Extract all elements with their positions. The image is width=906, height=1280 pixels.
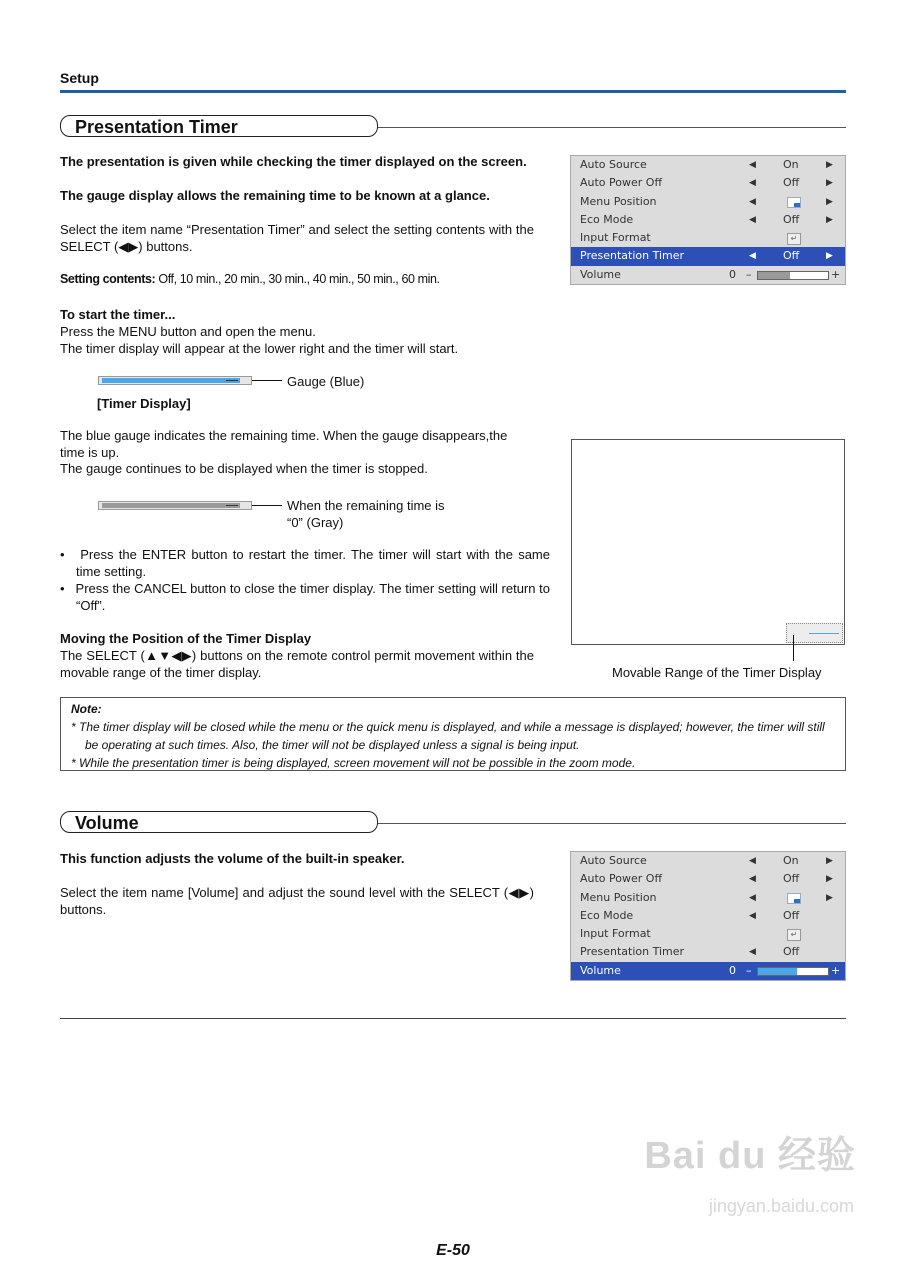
osd-menu-presentation-timer (570, 155, 846, 285)
blue-gauge-text-1: The blue gauge indicates the remaining time. When the gauge disappears,the time is up. (60, 428, 508, 460)
menu-position-icon (787, 197, 801, 208)
right-arrow-icon: ▶ (826, 874, 833, 885)
gauge-blue-fill (102, 378, 240, 383)
callout-line (793, 635, 794, 661)
start-timer-line-1: Press the MENU button and open the menu. (60, 324, 316, 339)
move-heading: Moving the Position of the Timer Display (60, 631, 312, 646)
menu-value: Off (783, 249, 800, 263)
menu-label: Input Format (580, 231, 651, 245)
volume-select-instructions: Select the item name [Volume] and adjust the sound level with the SELECT (◀▶) buttons. (60, 885, 534, 917)
movable-range-caption: Movable Range of the Timer Display (612, 665, 822, 680)
menu-row-auto-source (571, 852, 845, 870)
select-instructions: Select the item name “Presentation Timer” and select the setting contents with the SELECT (◀▶) buttons. (60, 222, 534, 254)
menu-label: Input Format (580, 927, 651, 941)
left-arrow-icon: ◀ (749, 856, 756, 866)
section-title-presentation-timer: Presentation Timer (60, 115, 378, 137)
right-arrow-icon: ▶ (826, 214, 833, 225)
menu-row-volume (571, 962, 845, 980)
move-text: The SELECT (▲▼◀▶) buttons on the remote control permit movement within the movable range of the timer display. (60, 648, 534, 680)
menu-label: Eco Mode (580, 908, 634, 922)
gauge-blue-label: Gauge (Blue) (287, 374, 365, 389)
section-rule (376, 127, 846, 128)
bullet-cancel: • Press the CANCEL button to close the timer display. The timer setting will return to “Off”. (60, 581, 550, 613)
menu-row-eco-mode (571, 211, 845, 229)
volume-bar-fill (758, 272, 790, 279)
right-arrow-icon: ▶ (826, 178, 833, 189)
gauge-gray-fill (102, 503, 240, 508)
left-arrow-icon: ◀ (749, 196, 756, 207)
menu-label: Auto Source (580, 854, 647, 867)
right-arrow-icon: ▶ (826, 196, 833, 207)
volume-intro: This function adjusts the volume of the built-in speaker. (60, 851, 405, 866)
menu-value: On (783, 854, 799, 867)
menu-value: Off (783, 872, 800, 886)
left-arrow-icon: ◀ (749, 160, 756, 170)
menu-label: Eco Mode (580, 212, 634, 226)
menu-label: Volume (580, 963, 621, 977)
menu-label: Menu Position (580, 194, 657, 208)
menu-row-menu-position (571, 889, 845, 907)
section-title-volume: Volume (60, 811, 378, 833)
menu-value: On (783, 158, 799, 171)
minus-icon: – (746, 267, 752, 281)
menu-row-volume (571, 266, 845, 284)
timer-gauge-blue (98, 376, 252, 385)
menu-value: Off (783, 176, 800, 190)
right-arrow-icon: ▶ (826, 251, 833, 262)
intro-line-2: The gauge display allows the remaining time to be known at a glance. (60, 188, 490, 203)
menu-label: Presentation Timer (580, 945, 685, 959)
note-heading: Note: (71, 702, 102, 716)
blue-gauge-text-2: The gauge continues to be displayed when the timer is stopped. (60, 461, 428, 476)
left-arrow-icon: ◀ (749, 892, 756, 903)
menu-row-eco-mode (571, 907, 845, 925)
menu-row-auto-power-off (571, 870, 845, 888)
page-number: E-50 (436, 1242, 470, 1259)
left-arrow-icon: ◀ (749, 251, 756, 262)
watermark-logo: Bai du 经验 (644, 1135, 856, 1177)
menu-label: Menu Position (580, 890, 657, 904)
volume-min-value: 0 (729, 963, 736, 977)
start-timer-heading: To start the timer... (60, 307, 176, 322)
enter-icon: ↵ (787, 233, 801, 245)
gauge-gray-label-2: “0” (Gray) (287, 515, 344, 530)
note-box (60, 697, 846, 771)
footer-rule (60, 1018, 846, 1019)
plus-icon: + (831, 267, 841, 281)
menu-row-presentation-timer (571, 943, 845, 961)
menu-label: Auto Source (580, 158, 647, 171)
right-arrow-icon: ▶ (826, 160, 833, 170)
note-item: * The timer display will be closed while the menu or the quick menu is displayed, and while a message is displayed; however, the timer will still be operating at such times. Also, the timer will not be displayed unless a signal is being input. (71, 720, 825, 752)
callout-line (252, 380, 282, 381)
right-arrow-icon: ▶ (826, 856, 833, 866)
left-arrow-icon: ◀ (749, 910, 756, 921)
timer-gauge-gray (98, 501, 252, 510)
left-arrow-icon: ◀ (749, 214, 756, 225)
setting-contents-values: Off, 10 min., 20 min., 30 min., 40 min., 50 min., 60 min. (155, 272, 440, 286)
volume-bar (757, 967, 829, 976)
right-arrow-icon: ▶ (826, 892, 833, 903)
volume-bar-fill (758, 968, 797, 975)
menu-row-auto-power-off (571, 174, 845, 192)
menu-row-input-format (571, 229, 845, 247)
setting-contents-label: Setting contents: (60, 272, 156, 286)
volume-bar (757, 271, 829, 280)
menu-value: Off (783, 908, 800, 922)
gauge-gray-label-1: When the remaining time is (287, 498, 445, 513)
menu-row-menu-position (571, 193, 845, 211)
bullet-enter: • Press the ENTER button to restart the timer. The timer will start with the same time setting. (60, 547, 550, 579)
header-rule (60, 90, 846, 93)
enter-icon: ↵ (787, 929, 801, 941)
left-arrow-icon: ◀ (749, 178, 756, 189)
timer-display-caption: [Timer Display] (97, 396, 191, 411)
menu-position-icon (787, 893, 801, 904)
minus-icon: – (746, 963, 752, 977)
note-item: * While the presentation timer is being displayed, screen movement will not be possible in the zoom mode. (71, 756, 636, 770)
left-arrow-icon: ◀ (749, 874, 756, 885)
movable-range-frame (571, 439, 845, 645)
plus-icon: + (831, 963, 841, 977)
left-arrow-icon: ◀ (749, 947, 756, 958)
osd-menu-volume (570, 851, 846, 981)
menu-row-input-format (571, 925, 845, 943)
start-timer-line-2: The timer display will appear at the lower right and the timer will start. (60, 341, 459, 356)
callout-line (252, 505, 282, 506)
menu-label: Auto Power Off (580, 176, 663, 190)
section-rule (376, 823, 846, 824)
menu-label: Presentation Timer (580, 249, 685, 263)
menu-value: Off (783, 945, 800, 959)
menu-label: Volume (580, 267, 621, 281)
header-section: Setup (60, 70, 99, 86)
setting-contents (60, 271, 534, 288)
intro-line-1: The presentation is given while checking the timer displayed on the screen. (60, 154, 527, 169)
bullet-enter-text: Press the ENTER button to restart the timer. The timer will start with the same time setting. (76, 547, 550, 579)
timer-display-region (786, 623, 843, 643)
menu-row-presentation-timer (571, 247, 845, 265)
bullet-cancel-text: Press the CANCEL button to close the timer display. The timer setting will return to “Off”. (75, 581, 550, 613)
menu-value: Off (783, 212, 800, 226)
volume-min-value: 0 (729, 267, 736, 281)
menu-label: Auto Power Off (580, 872, 663, 886)
watermark-url: jingyan.baidu.com (708, 1196, 854, 1216)
menu-row-auto-source (571, 156, 845, 174)
timer-mini-gauge (809, 633, 839, 634)
